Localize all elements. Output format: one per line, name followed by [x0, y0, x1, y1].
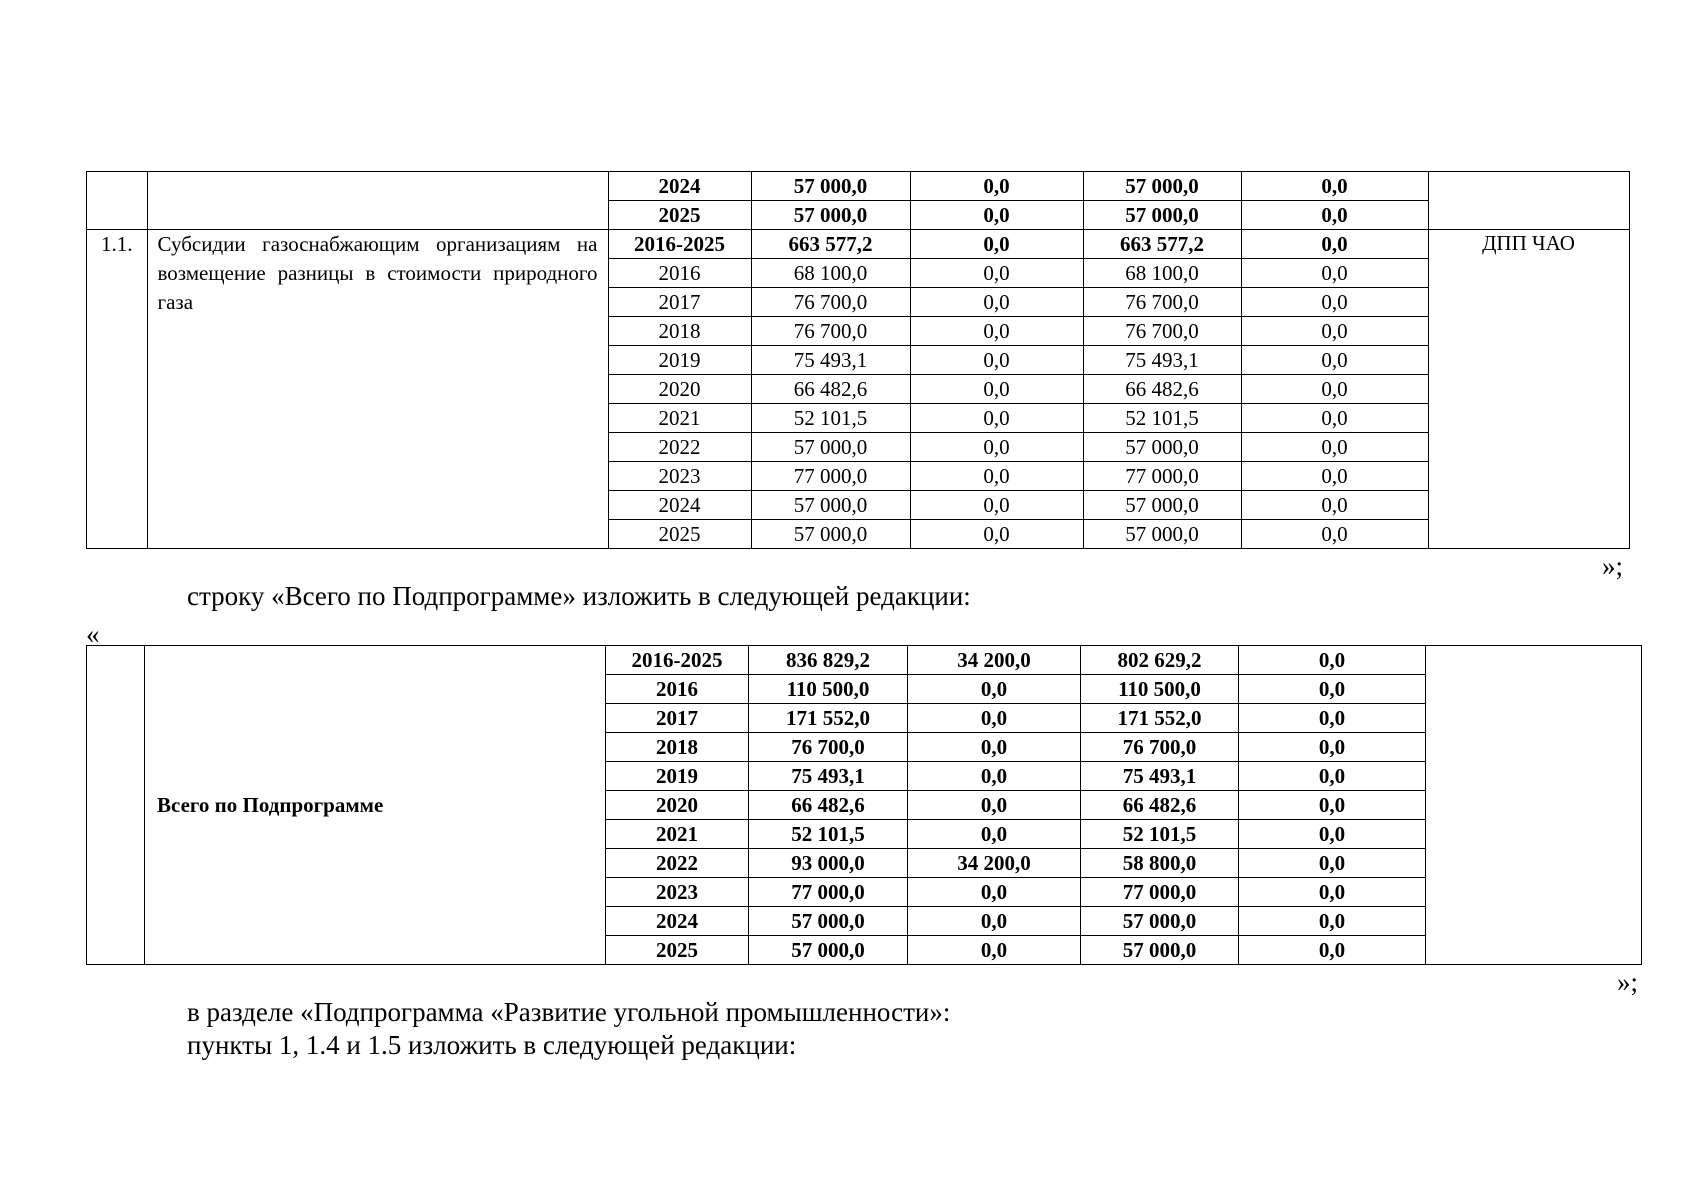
value-cell: 0,0 — [908, 907, 1081, 936]
value-cell: 0,0 — [908, 878, 1081, 907]
value-cell: 57 000,0 — [1081, 936, 1239, 965]
year-cell: 2020 — [606, 791, 749, 820]
total-label: Всего по Подпрограмме — [145, 646, 606, 965]
value-cell: 57 000,0 — [1083, 201, 1241, 230]
value-cell: 52 101,5 — [1083, 404, 1241, 433]
value-cell: 0,0 — [910, 259, 1083, 288]
total-cell: 110 500,0 — [749, 675, 908, 704]
value-cell: 0,0 — [1241, 433, 1428, 462]
value-cell: 0,0 — [1241, 346, 1428, 375]
year-cell: 2018 — [608, 317, 751, 346]
paragraph: в разделе «Подпрограмма «Развитие угольной промышленности»: — [187, 997, 951, 1027]
total-cell: 57 000,0 — [751, 520, 910, 549]
year-cell: 2016-2025 — [606, 646, 749, 675]
value-cell: 0,0 — [1241, 317, 1428, 346]
value-cell: 0,0 — [910, 375, 1083, 404]
value-cell: 66 482,6 — [1083, 375, 1241, 404]
value-cell: 0,0 — [910, 404, 1083, 433]
year-cell: 2017 — [606, 704, 749, 733]
value-cell: 66 482,6 — [1081, 791, 1239, 820]
total-cell: 57 000,0 — [751, 172, 910, 201]
value-cell: 0,0 — [910, 172, 1083, 201]
year-cell: 2022 — [606, 849, 749, 878]
total-cell: 57 000,0 — [751, 201, 910, 230]
value-cell: 0,0 — [910, 230, 1083, 259]
closing-quote: »; — [1602, 551, 1624, 581]
value-cell: 0,0 — [1239, 849, 1426, 878]
value-cell: 57 000,0 — [1081, 907, 1239, 936]
value-cell: 171 552,0 — [1081, 704, 1239, 733]
value-cell: 0,0 — [910, 201, 1083, 230]
value-cell: 0,0 — [1239, 820, 1426, 849]
value-cell: 0,0 — [1239, 936, 1426, 965]
closing-quote: »; — [1617, 967, 1639, 997]
total-cell: 76 700,0 — [749, 733, 908, 762]
year-cell: 2024 — [608, 491, 751, 520]
table-cell — [1428, 172, 1629, 230]
table-cell — [87, 646, 145, 965]
value-cell: 0,0 — [908, 704, 1081, 733]
value-cell: 0,0 — [1239, 733, 1426, 762]
value-cell: 0,0 — [908, 675, 1081, 704]
year-cell: 2018 — [606, 733, 749, 762]
year-cell: 2024 — [608, 172, 751, 201]
value-cell: 0,0 — [1241, 462, 1428, 491]
item-description: Субсидии газоснабжающим организациям на возмещение разницы в стоимости природного газа — [147, 230, 608, 549]
year-cell: 2016-2025 — [608, 230, 751, 259]
value-cell: 57 000,0 — [1083, 520, 1241, 549]
table-cell — [1426, 646, 1642, 965]
total-cell: 171 552,0 — [749, 704, 908, 733]
total-cell: 57 000,0 — [749, 936, 908, 965]
year-cell: 2023 — [606, 878, 749, 907]
total-cell: 76 700,0 — [751, 317, 910, 346]
table-item-1-1 — [86, 171, 1630, 549]
value-cell: 0,0 — [1241, 288, 1428, 317]
value-cell: 802 629,2 — [1081, 646, 1239, 675]
value-cell: 0,0 — [1241, 520, 1428, 549]
total-cell: 66 482,6 — [751, 375, 910, 404]
year-cell: 2025 — [608, 520, 751, 549]
value-cell: 76 700,0 — [1081, 733, 1239, 762]
year-cell: 2021 — [608, 404, 751, 433]
value-cell: 0,0 — [908, 791, 1081, 820]
total-cell: 57 000,0 — [751, 433, 910, 462]
total-cell: 52 101,5 — [749, 820, 908, 849]
total-cell: 66 482,6 — [749, 791, 908, 820]
opening-quote: « — [86, 619, 100, 649]
value-cell: 34 200,0 — [908, 646, 1081, 675]
value-cell: 77 000,0 — [1083, 462, 1241, 491]
value-cell: 76 700,0 — [1083, 288, 1241, 317]
value-cell: 0,0 — [1241, 230, 1428, 259]
table-subprogram-total — [86, 645, 1642, 965]
value-cell: 0,0 — [1239, 646, 1426, 675]
value-cell: 0,0 — [1241, 491, 1428, 520]
value-cell: 0,0 — [910, 491, 1083, 520]
value-cell: 0,0 — [1241, 172, 1428, 201]
year-cell: 2019 — [608, 346, 751, 375]
table-cell — [147, 172, 608, 230]
value-cell: 75 493,1 — [1083, 346, 1241, 375]
total-cell: 663 577,2 — [751, 230, 910, 259]
total-cell: 836 829,2 — [749, 646, 908, 675]
year-cell: 2024 — [606, 907, 749, 936]
table-cell — [87, 172, 148, 230]
total-cell: 52 101,5 — [751, 404, 910, 433]
value-cell: 58 800,0 — [1081, 849, 1239, 878]
value-cell: 0,0 — [908, 936, 1081, 965]
value-cell: 76 700,0 — [1083, 317, 1241, 346]
value-cell: 0,0 — [1239, 704, 1426, 733]
value-cell: 52 101,5 — [1081, 820, 1239, 849]
year-cell: 2025 — [606, 936, 749, 965]
value-cell: 0,0 — [910, 433, 1083, 462]
total-cell: 93 000,0 — [749, 849, 908, 878]
table-row — [87, 230, 1630, 259]
total-cell: 77 000,0 — [751, 462, 910, 491]
value-cell: 57 000,0 — [1083, 433, 1241, 462]
year-cell: 2025 — [608, 201, 751, 230]
year-cell: 2017 — [608, 288, 751, 317]
value-cell: 0,0 — [1239, 791, 1426, 820]
value-cell: 0,0 — [1239, 878, 1426, 907]
value-cell: 0,0 — [1241, 259, 1428, 288]
value-cell: 34 200,0 — [908, 849, 1081, 878]
value-cell: 57 000,0 — [1083, 491, 1241, 520]
paragraph: строку «Всего по Подпрограмме» изложить в следующей редакции: — [187, 581, 971, 611]
table-row — [87, 646, 1642, 675]
total-cell: 57 000,0 — [751, 491, 910, 520]
executor-cell: ДПП ЧАО — [1428, 230, 1629, 549]
paragraph: пункты 1, 1.4 и 1.5 изложить в следующей редакции: — [187, 1030, 797, 1060]
value-cell: 0,0 — [1239, 675, 1426, 704]
value-cell: 0,0 — [1241, 404, 1428, 433]
total-cell: 68 100,0 — [751, 259, 910, 288]
year-cell: 2020 — [608, 375, 751, 404]
total-cell: 75 493,1 — [751, 346, 910, 375]
item-number: 1.1. — [87, 230, 148, 549]
total-cell: 57 000,0 — [749, 907, 908, 936]
year-cell: 2019 — [606, 762, 749, 791]
year-cell: 2022 — [608, 433, 751, 462]
value-cell: 0,0 — [910, 462, 1083, 491]
value-cell: 110 500,0 — [1081, 675, 1239, 704]
value-cell: 57 000,0 — [1083, 172, 1241, 201]
value-cell: 0,0 — [910, 346, 1083, 375]
value-cell: 663 577,2 — [1083, 230, 1241, 259]
value-cell: 0,0 — [1241, 201, 1428, 230]
table-row — [87, 172, 1630, 201]
value-cell: 0,0 — [1239, 762, 1426, 791]
year-cell: 2016 — [608, 259, 751, 288]
value-cell: 75 493,1 — [1081, 762, 1239, 791]
value-cell: 0,0 — [910, 520, 1083, 549]
total-cell: 76 700,0 — [751, 288, 910, 317]
value-cell: 0,0 — [1241, 375, 1428, 404]
total-cell: 77 000,0 — [749, 878, 908, 907]
year-cell: 2023 — [608, 462, 751, 491]
value-cell: 0,0 — [908, 733, 1081, 762]
value-cell: 68 100,0 — [1083, 259, 1241, 288]
year-cell: 2021 — [606, 820, 749, 849]
value-cell: 77 000,0 — [1081, 878, 1239, 907]
total-cell: 75 493,1 — [749, 762, 908, 791]
value-cell: 0,0 — [1239, 907, 1426, 936]
value-cell: 0,0 — [908, 762, 1081, 791]
value-cell: 0,0 — [910, 288, 1083, 317]
value-cell: 0,0 — [910, 317, 1083, 346]
year-cell: 2016 — [606, 675, 749, 704]
value-cell: 0,0 — [908, 820, 1081, 849]
